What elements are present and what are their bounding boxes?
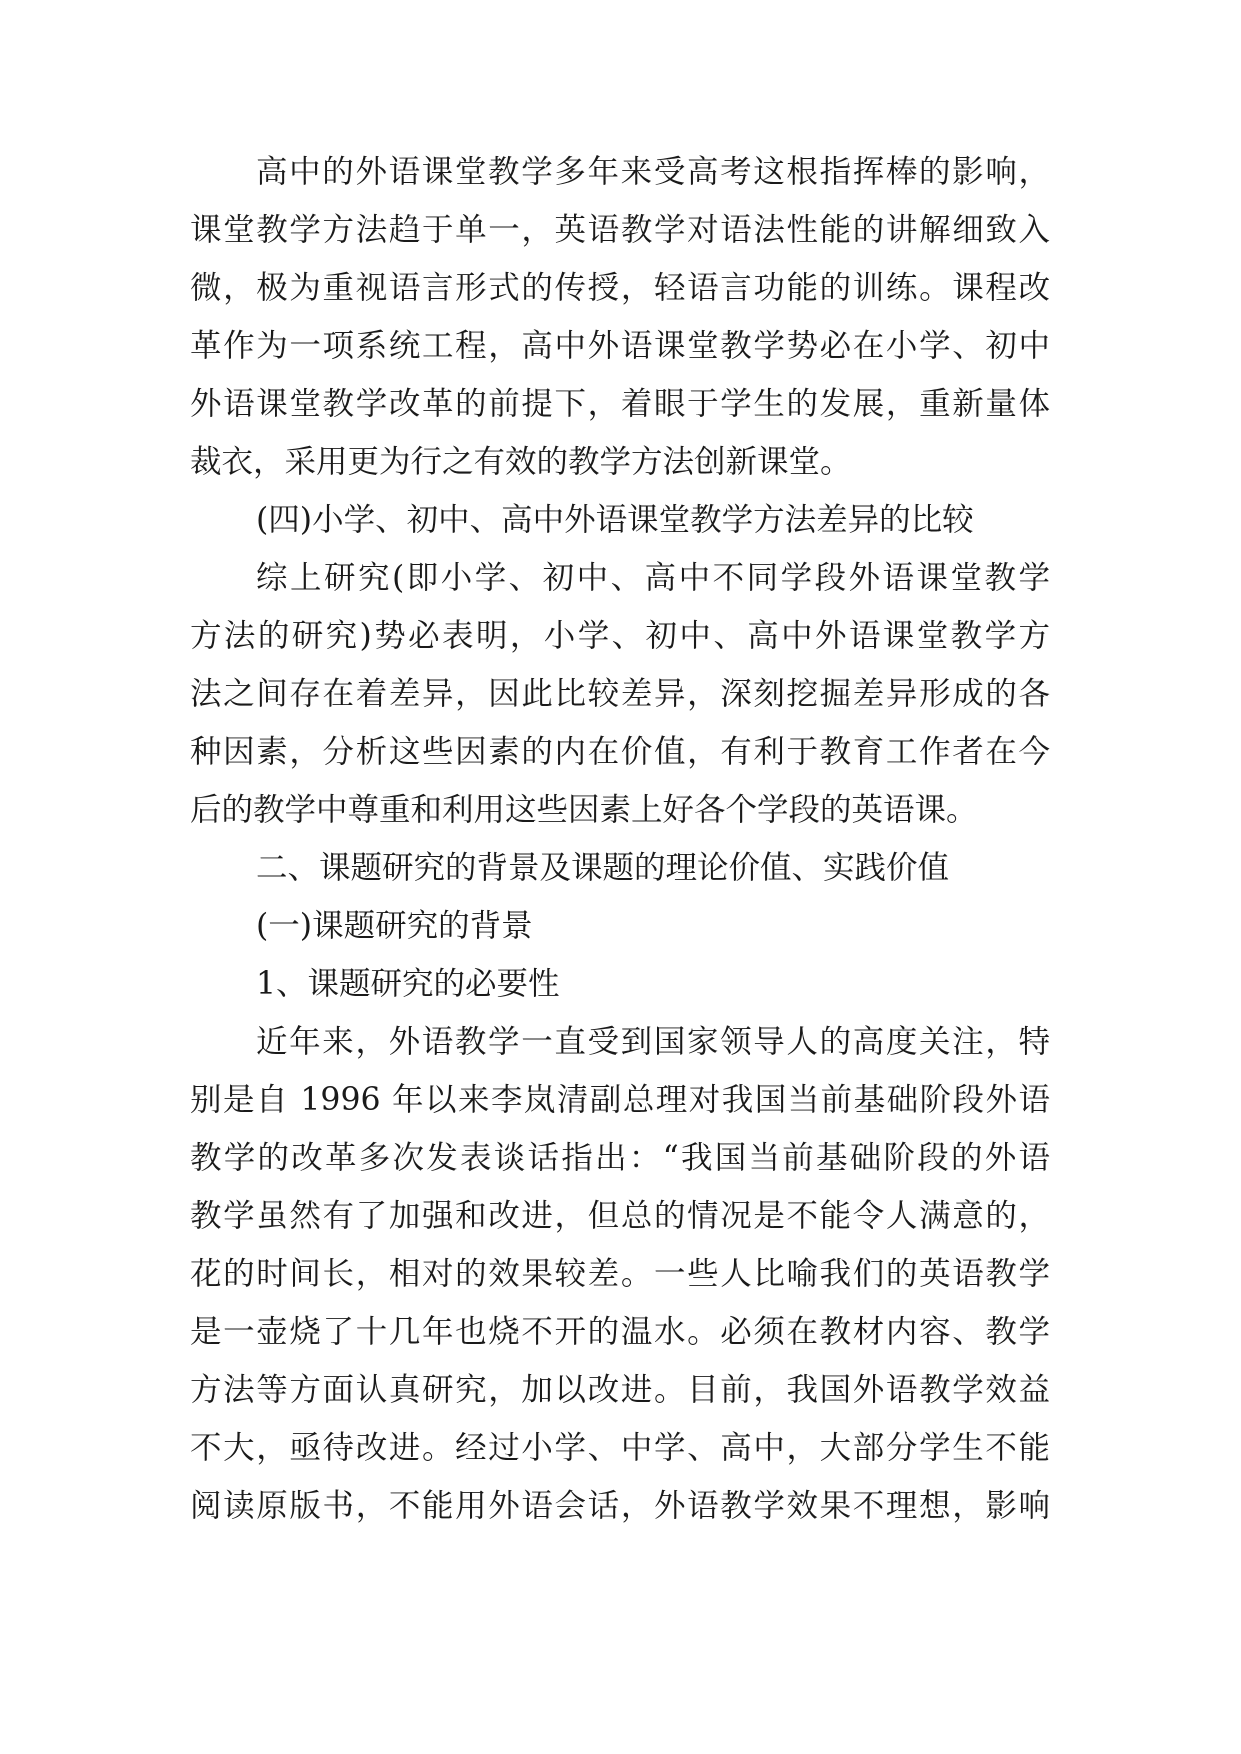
text-line: 阅读原版书，不能用外语会话，外语教学效果不理想，影响 xyxy=(190,1488,1050,1524)
text-line: 后的教学中尊重和利用这些因素上好各个学段的英语课。 xyxy=(190,792,978,828)
text-line: 教学虽然有了加强和改进，但总的情况是不能令人满意的， xyxy=(190,1198,1050,1234)
text-line: 微，极为重视语言形式的传授，轻语言功能的训练。课程改 xyxy=(190,270,1050,306)
text-line: 种因素，分析这些因素的内在价值，有利于教育工作者在今 xyxy=(190,734,1050,770)
text-line: 综上研究(即小学、初中、高中不同学段外语课堂教学 xyxy=(256,560,1050,596)
text-line: 革作为一项系统工程，高中外语课堂教学势必在小学、初中 xyxy=(190,328,1050,364)
text-line: 课堂教学方法趋于单一，英语教学对语法性能的讲解细致入 xyxy=(190,212,1050,248)
text-line: 外语课堂教学改革的前提下，着眼于学生的发展，重新量体 xyxy=(190,386,1050,422)
section-heading: 二、课题研究的背景及课题的理论价值、实践价值 xyxy=(256,850,950,886)
subsection-heading: 1、课题研究的必要性 xyxy=(256,966,560,1002)
text-line: 高中的外语课堂教学多年来受高考这根指挥棒的影响， xyxy=(256,154,1050,190)
text-line: 教学的改革多次发表谈话指出：“我国当前基础阶段的外语 xyxy=(190,1140,1050,1176)
text-line: 方法等方面认真研究，加以改进。目前，我国外语教学效益 xyxy=(190,1372,1050,1408)
text-line: 不大，亟待改进。经过小学、中学、高中，大部分学生不能 xyxy=(190,1430,1050,1466)
text-line: 法之间存在着差异，因此比较差异，深刻挖掘差异形成的各 xyxy=(190,676,1050,712)
text-line: 近年来，外语教学一直受到国家领导人的高度关注，特 xyxy=(256,1024,1050,1060)
text-line: 裁衣，采用更为行之有效的教学方法创新课堂。 xyxy=(190,444,852,480)
text-line: 别是自 1996 年以来李岚清副总理对我国当前基础阶段外语 xyxy=(190,1082,1050,1118)
subsection-heading: (一)课题研究的背景 xyxy=(256,908,533,944)
section-heading: (四)小学、初中、高中外语课堂教学方法差异的比较 xyxy=(256,502,974,538)
text-line: 花的时间长，相对的效果较差。一些人比喻我们的英语教学 xyxy=(190,1256,1050,1292)
text-line: 是一壶烧了十几年也烧不开的温水。必须在教材内容、教学 xyxy=(190,1314,1050,1350)
text-line: 方法的研究)势必表明，小学、初中、高中外语课堂教学方 xyxy=(190,618,1050,654)
